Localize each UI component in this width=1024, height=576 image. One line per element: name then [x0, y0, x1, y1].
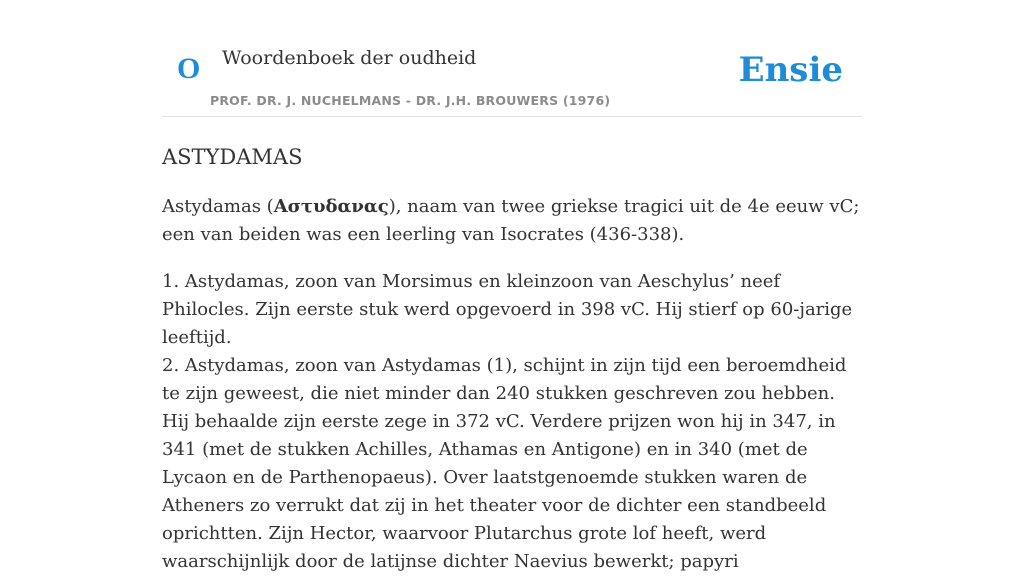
page-header — [162, 0, 862, 117]
item-1-text: 1. Astydamas, zoon van Morsimus en kleinzoon van Aeschylus’ neef Philocles. Zijn eerste stuk werd opgevoerd in 398 vC. Hij stierf op 60-jarige leeftijd. — [162, 271, 853, 348]
ensie-logo[interactable]: Ensie — [738, 50, 843, 90]
entry-intro — [162, 193, 862, 249]
intro-text-after: ), naam van twee griekse tragici uit de 4e eeuw vC; een van beiden was een leerling van Isocrates (436-338). — [162, 196, 860, 245]
book-authors: PROF. DR. J. NUCHELMANS - DR. J.H. BROUWERS (1976) — [210, 93, 611, 108]
entry-title: ASTYDAMAS — [162, 145, 303, 169]
page-container — [162, 0, 862, 576]
book-title[interactable]: Woordenboek der oudheid — [222, 47, 477, 69]
greek-name: Αστυδανας — [273, 196, 389, 217]
entry-item-1 — [162, 268, 862, 576]
item-2-text: 2. Astydamas, zoon van Astydamas (1), schijnt in zijn tijd een beroemdheid te zijn geweest, die niet minder dan 240 stukken geschreven zou hebben. Hij behaalde zijn eerste zege in 372 vC. Verdere prijzen won hij in 347, in 341 (met de stukken Achilles, Athamas en Antigone) en in 340 (met de Lycaon en de Parthenopaeus). Over laatstgenoemde stukken waren de Atheners zo verrukt dat zij in het theater voor de dichter een standbeeld oprichtten. Zijn Hector, waarvoor Plutarchus grote lof heeft, werd waarschijnlijk door de latijnse dichter Naevius bewerkt; papyri — [162, 355, 847, 572]
intro-text-before: Astydamas ( — [162, 196, 274, 217]
index-letter[interactable]: O — [177, 52, 201, 85]
